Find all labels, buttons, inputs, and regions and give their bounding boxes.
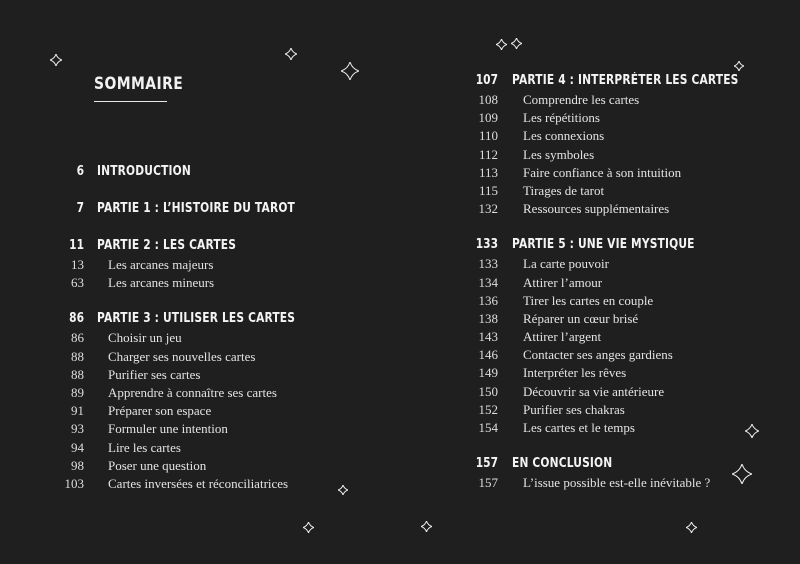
entry-page-number: 89 [71,384,84,400]
toc-entry [400,91,800,109]
toc-entry [400,401,800,419]
entry-title: Cartes inversées et réconciliatrices [108,475,289,491]
section-title: PARTIE 3 : UTILISER LES CARTES [97,311,296,327]
toc-section-heading [400,71,800,91]
entry-title: Formuler une intention [108,421,228,437]
toc-entry [0,256,400,274]
entry-title: Les symboles [523,146,595,162]
toc-entry [400,419,800,437]
entry-page-number: 86 [71,330,84,346]
entry-page-number: 138 [478,310,498,326]
entry-title: Attirer l’argent [523,329,602,345]
sparkle-star-icon [338,485,348,495]
entry-page-number: 132 [478,201,498,217]
title-underline [94,101,167,102]
toc-entry [0,439,400,457]
sparkle-star-icon [686,522,697,533]
toc-entry [400,255,800,273]
toc-section-heading [0,199,400,219]
sparkle-star-icon [341,62,359,80]
toc-entry [0,420,400,438]
entry-page-number: 150 [478,383,498,399]
toc-left [0,162,400,493]
toc-entry [400,146,800,164]
sparkle-star-icon [745,424,759,438]
entry-page-number: 146 [478,347,498,363]
toc-section-heading [0,236,400,256]
entry-title: Charger ses nouvelles cartes [108,348,256,364]
entry-page-number: 98 [71,457,84,473]
toc-section-heading [0,309,400,329]
section-title: PARTIE 4 : INTERPRÉTER LES CARTES [512,73,739,88]
entry-title: Faire confiance à son intuition [523,164,682,180]
section-title: PARTIE 1 : L’HISTOIRE DU TAROT [97,201,295,216]
section-page-number: 157 [475,456,498,472]
entry-title: Tirages de tarot [523,182,605,198]
toc-entry [400,364,800,382]
entry-title: Contacter ses anges gardiens [523,347,673,363]
entry-title: Découvrir sa vie antérieure [523,383,665,399]
toc-entry [0,384,400,402]
toc-entry [0,402,400,420]
toc-entry [400,346,800,364]
toc-entry [400,328,800,346]
entry-page-number: 88 [71,366,84,382]
entry-page-number: 93 [71,421,84,437]
entry-page-number: 134 [478,274,498,290]
section-page-number: 11 [69,238,84,253]
page-title: SOMMAIRE [94,74,184,94]
toc-entry [400,109,800,127]
toc-entry [0,457,400,475]
entry-page-number: 157 [478,475,498,491]
toc-entry [0,274,400,292]
entry-title: Apprendre à connaître ses cartes [108,384,277,400]
section-page-number: 107 [475,73,498,88]
entry-page-number: 63 [71,275,84,291]
entry-page-number: 91 [71,403,84,419]
sparkle-star-icon [303,522,314,533]
toc-entry [0,348,400,366]
section-page-number: 6 [76,164,84,179]
toc-section-heading [0,162,400,182]
sparkle-star-icon [421,521,432,532]
entry-page-number: 112 [478,146,498,162]
toc-entry [0,329,400,347]
entry-title: Poser une question [108,457,207,473]
entry-page-number: 113 [478,164,498,180]
sparkle-star-icon [511,38,522,49]
entry-page-number: 136 [478,292,498,308]
entry-title: Purifier ses cartes [108,366,201,382]
entry-title: Attirer l’amour [523,274,603,290]
toc-entry [400,292,800,310]
section-title: PARTIE 2 : LES CARTES [97,238,237,253]
entry-title: Interpréter les rêves [523,365,627,381]
entry-title: Comprendre les cartes [523,92,640,107]
toc-right [400,71,800,492]
entry-page-number: 94 [71,439,84,455]
entry-page-number: 110 [478,128,498,144]
entry-title: La carte pouvoir [523,256,609,272]
sparkle-star-icon [732,464,752,484]
entry-title: Tirer les cartes en couple [523,292,654,308]
entry-page-number: 152 [478,401,498,417]
toc-entry [400,200,800,218]
entry-title: Préparer son espace [108,403,212,419]
entry-title: Lire les cartes [108,439,181,455]
section-title: PARTIE 5 : UNE VIE MYSTIQUE [512,237,695,253]
toc-entry [400,310,800,328]
entry-page-number: 108 [478,92,498,107]
sparkle-star-icon [50,54,62,66]
section-page-number: 86 [69,311,84,327]
toc-entry [400,274,800,292]
entry-page-number: 115 [478,182,498,198]
entry-title: Les arcanes majeurs [108,257,214,272]
entry-title: Ressources supplémentaires [523,201,670,217]
toc-entry [0,366,400,384]
entry-page-number: 133 [478,256,498,272]
entry-title: Réparer un cœur brisé [523,310,639,326]
entry-title: Les répétitions [523,110,600,126]
section-title: EN CONCLUSION [512,456,613,472]
sparkle-star-icon [285,48,297,60]
entry-title: Les arcanes mineurs [108,275,215,291]
toc-entry [400,383,800,401]
entry-title: Les cartes et le temps [523,420,635,435]
toc-entry [400,182,800,200]
sparkle-star-icon [734,61,744,71]
toc-entry [400,164,800,182]
section-page-number: 7 [76,201,84,216]
toc-section-heading [400,235,800,255]
entry-page-number: 88 [71,348,84,364]
entry-page-number: 143 [478,329,498,345]
entry-title: L’issue possible est-elle inévitable ? [523,475,711,491]
entry-title: Les connexions [523,128,605,144]
sparkle-star-icon [496,39,507,50]
entry-page-number: 109 [478,110,498,126]
entry-title: Choisir un jeu [108,330,182,346]
toc-entry [400,127,800,145]
section-page-number: 133 [475,237,498,253]
entry-title: Purifier ses chakras [523,401,625,417]
entry-page-number: 13 [71,257,84,272]
entry-page-number: 149 [478,365,498,381]
entry-page-number: 103 [64,475,84,491]
section-title: INTRODUCTION [97,164,191,179]
entry-page-number: 154 [478,420,498,435]
